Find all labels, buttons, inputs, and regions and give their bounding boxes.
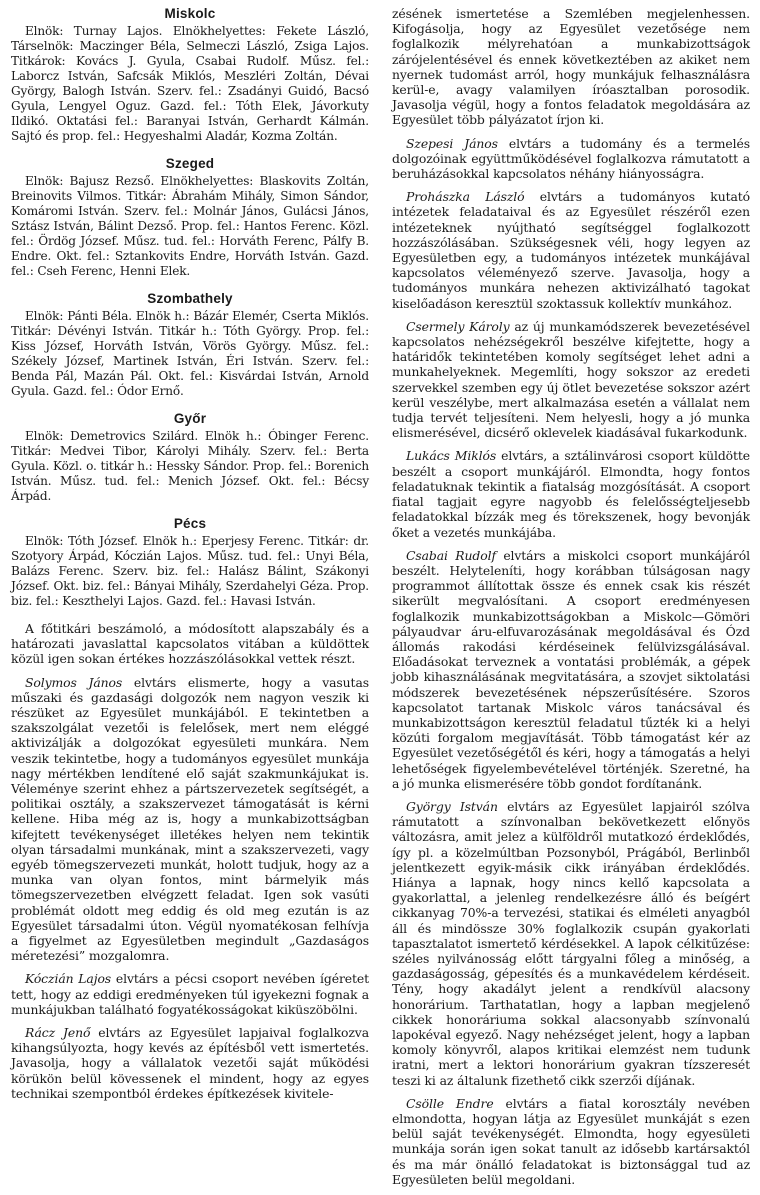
speech-text: elvtárs a tudományos kutató intézetek feladataival és az Egyesület részéről ezen intézeteknek nyújtható segítséggel foglalkozott hozzászólásában. Szükségesnek véli, hogy legyen az Egyesületben egy, a tudományos intézetek munkájával kapcsolatos véleményező szerve. Javasolja, hogy a tudományos munkára nehezen aktivizálható tagokat kiselőadáson keresztül szoktassuk kollektív munkához. — [392, 189, 750, 311]
right-column — [392, 6, 750, 1195]
section-title: Miskolc — [164, 6, 216, 21]
continuation-paragraph: zésének ismertetése a Szemlében megjelenhessen. Kifogásolja, hogy az Egyesület vezetősége nem foglalkozik mélyrehatóan a munkabizottságok zárójelentésével és ennek következtében az akiket nem nyernek tudomást arról, hogy munkájuk felhasználásra kerül-e, avagy valamilyen íróasztalban porosodik. Javasolja végül, hogy a fontos feladatok megoldására az Egyesület több pályázatot írjon ki. — [392, 6, 750, 128]
speech-paragraph — [392, 548, 750, 791]
speaker-name: Lukács Miklós — [406, 448, 497, 464]
section-title: Szombathely — [147, 291, 233, 306]
intro-paragraph: A főtitkári beszámoló, a módosított alapszabály és a határozati javaslattal kapcsolatos vitában a küldöttek közül igen sokan értékes hozzászólásokkal vettek részt. — [11, 621, 369, 667]
section-gyor — [11, 411, 369, 504]
section-title: Győr — [173, 411, 207, 426]
speech-paragraph — [11, 675, 369, 964]
speaker-name: Csermely Károly — [406, 318, 510, 334]
speech-paragraph — [392, 189, 750, 311]
speaker-name: Csölle Endre — [406, 1095, 494, 1111]
section-board-text: Elnök: Bajusz Rezső. Elnökhelyettes: Blaskovits Zoltán, Breinovits Vilmos. Titkár: Ábrahám Mihály, Simon Sándor, Komáromi István. Szerv. fel.: Molnár János, Gulácsi János, Sztász István, Bálint Dezső. Prop. fel.: Hantos Ferenc. Közl. fel.: Ördög József. Műsz. tud. fel.: Horváth Ferenc, Pálfy B. Endre. Okt. fel.: Sztankovits Endre, Horváth István. Gazd. fel.: Cseh Ferenc, Henni Elek. — [11, 174, 369, 278]
speech-text: elvtárs a tudomány és a termelés dolgozóinak együttműködésével foglalkozva rámutatott a beruházásokkal kapcsolatos néhány hiányosságra. — [392, 135, 750, 182]
section-pecs — [11, 516, 369, 609]
speaker-name: Prohászka László — [406, 189, 525, 205]
speech-text: elvtárs, a sztálinvárosi csoport küldötte beszélt a csoport munkájáról. Elmondta, hogy fontos feladatuknak tekintik a fiatalság mozgósítását. A csoport fiatal tagjait egyre nagyobb és felelősségteljesebb feladatokkal bízzák meg és törekszenek, hogy bevonják őket a vezetés munkájába. — [392, 448, 751, 540]
section-title: Szeged — [165, 156, 215, 171]
section-szombathely — [11, 291, 369, 399]
speech-paragraph — [392, 448, 750, 539]
left-column — [11, 6, 369, 1109]
speech-paragraph — [392, 136, 750, 182]
section-board-text: Elnök: Turnay Lajos. Elnökhelyettes: Fekete László, Társelnök: Maczinger Béla, Selmeczi László, Zsiga Lajos. Titkárok: Kovács J. Gyula, Csabai Rudolf. Műsz. fel.: Laborcz István, Safcsák Miklós, Meszléri Zoltán, Dévai György, Balogh István. Szerv. fel.: Zsadányi Guidó, Bacsó Gyula, Lengyel Oguz. Gazd. fel.: Tóth Elek, Jávorkuty Ildikó. Oktatási fel.: Baranyai István, Gerhardt Kálmán. Sajtó és prop. fel.: Hegyeshalmi Aladár, Kozma Zoltán. — [11, 24, 369, 143]
speech-paragraph — [392, 319, 750, 441]
speech-text: elvtárs a pécsi csoport nevében ígéretet tett, hogy az eddigi eredményeken túl igyekezni fognak a munkájukban található fogyatékosságokat kiküszöbölni. — [11, 971, 369, 1017]
section-board-text: Elnök: Tóth József. Elnök h.: Eperjesy Ferenc. Titkár: dr. Szotyory Árpád, Kóczián Lajos. Műsz. tud. fel.: Unyi Béla, Balázs Ferenc. Szerv. biz. fel.: Halász Bálint, Szákonyi József. Okt. biz. fel.: Bányai Mihály, Szerdahelyi Géza. Prop. biz. fel.: Keszthelyi Lajos. Gazd. fel.: Havasi István. — [11, 534, 369, 608]
speech-text: elvtárs az Egyesület lapjairól szólva rámutatott a színvonalban bekövetkezett előnyös változásra, amit jelez a külföldről mutatkozó érdeklődés, így pl. a közelmúltban Pozsonyból, Prágából, Berlinből jelentkezett egyik-másik cikk irányában érdeklődés. Hiánya a lapnak, hogy nincs kellő kapcsolata a gyakorlattal, a jelenleg rendelkezésre álló és beígért cikkanyag 70%-a tervezési, statikai és elméleti anyagból áll és mindössze 30% foglalkozik csupán gyakorlati tapasztalatot ismertető kérdésekkel. A lapok célkitűzése: széles nyilvánosság előtt tárgyalni főleg a minőség, a gazdaságosság, gépesítés és a munkavédelem kérdéseit. Tény, hogy akadályt jelent a rendkívül alacsony honorárium. Tarthatatlan, hogy a lapban megjelenő cikkek honoráriuma sokkal alacsonyabb színvonalú lapokéval egyező. Nagy nehézséget jelent, hogy a lapban komoly könyvről, alapos kritikai elemzést nem tudunk iratni, mert a lektori honorárium gyakran tízszeresét teszi ki az általunk fizethető cikk szerzői díjának. — [392, 798, 750, 1088]
section-board-text: Elnök: Pánti Béla. Elnök h.: Bázár Elemér, Cserta Miklós. Titkár: Dévényi István. Titkár h.: Tóth György. Prop. fel.: Kiss József, Horváth István, Vörös György. Műsz. fel.: Székely József, Martinek István, Éri István. Szerv. fel.: Benda Pál, Mazán Pál. Okt. fel.: Kisvárdai István, Arnold Gyula. Gazd. fel.: Ódor Ernő. — [11, 309, 369, 398]
speaker-name: Kóczián Lajos — [25, 971, 112, 987]
speech-text: elvtárs az Egyesület lapjaival foglalkozva kihangsúlyozta, hogy kevés az építésből vett ismertetés. Javasolja, hogy a vállalatok vezetői saját működési körükön belül kövessenek el mindent, hogy az egyes technikai szempontból érdekes építkezések kivitele- — [11, 1025, 369, 1101]
speech-text: elvtárs elismerte, hogy a vasutas műszaki és gazdasági dolgozók nem nagyon veszik ki részüket az Egyesület munkájából. E tekintetben a szakszolgálat vezetői is felelősek, mert nem eléggé aktivizálják a dolgozókat egyesületi munkára. Nem veszik tekintetbe, hogy a tudományos egyesület munkája nagy mértékben lendítené elő saját szakmunkájukat is. Véleménye szerint ehhez a pártszervezetek segítségét, a politikai osztály, a szakszervezet támogatását is kérni kellene. Hiba még az is, hogy a munkabizottságban kifejtett tevékenységet illetékes helyen nem tekintik olyan társadalmi munkának, mint a szakszervezeti, vagy egyéb tömegszervezeti munkát, holott tudjuk, hogy az a munka van olyan fontos, mint bármelyik más tömegszervezetben elvégzett feladat. Igen sok vasúti problémát oldott meg eddig és old meg ezután is az Egyesület társadalmi úton. Végül nyomatékosan felhívja a figyelmet az Egyesületben megindult „Gazdaságos méretezési” mozgalomra. — [11, 674, 369, 964]
speech-paragraph — [11, 1025, 369, 1101]
speech-paragraph — [392, 799, 750, 1088]
section-miskolc — [11, 6, 369, 144]
section-szeged — [11, 156, 369, 279]
speech-paragraph — [392, 1096, 750, 1187]
speaker-name: Solymos János — [25, 674, 123, 690]
speech-text: az új munkamódszerek bevezetésével kapcsolatos nehézségekről beszélve kifejtette, hogy a határidők tekintetében komoly segítséget lehet adni a munkahelyeknek. Megemlíti, hogy sokszor az eredeti szervekkel szemben egy új ötlet bevezetése sokszor azért kerül veszélybe, mert alkalmazása esetén a vállalat nem tudja tervét teljesíteni. Nem helyesli, hogy a jó munka elismerésével, dicsérő oklevelek kiadásával fukarkodunk. — [392, 318, 750, 441]
speech-paragraph — [11, 971, 369, 1017]
speech-text: elvtárs a fiatal korosztály nevében elmondotta, hogyan látja az Egyesület munkáját s ezen belül saját tevékenységét. Elmondta, hogy egyesületi munkája során igen sokat tanult az idősebb kartársaktól és ma már önálló feladatokat is biztonsággal tud az Egyesületen belül megoldani. — [392, 1095, 750, 1187]
section-board-text: Elnök: Demetrovics Szilárd. Elnök h.: Óbinger Ferenc. Titkár: Medvei Tibor, Károlyi Mihály. Szerv. fel.: Berta Gyula. Közl. o. titkár h.: Hessky Sándor. Prop. fel.: Borenich István. Műsz. tud. fel.: Menich József. Okt. fel.: Bécsy Árpád. — [11, 429, 369, 503]
section-title: Pécs — [173, 516, 207, 531]
speaker-name: Szepesi János — [406, 135, 498, 151]
speaker-name: Rácz Jenő — [25, 1025, 91, 1041]
speaker-name: György István — [406, 798, 498, 814]
speaker-name: Csabai Rudolf — [406, 547, 496, 563]
speech-text: elvtárs a miskolci csoport munkájáról beszélt. Helyteleníti, hogy korábban túlságosan nagy programmot állítottak össze és ennek csak kis részét sikerült megvalósítani. A csoport eredményesen foglalkozik munkabizottságokban a Miskolc—Gömöri pályaudvar áru-elfuvarozásának megoldásával és Ózd állomás rakodási kérdéseinek felülvizsgálásával. Előadásokat terveznek a vontatási problémák, a gépek jobb kihasználásának megvitatására, a szovjet siktolatási módszerek bevezetésének népszerűsítésére. Szoros kapcsolatot tartanak Miskolc város tanácsával és munkabizottságon keresztül feladatul tűzték ki a helyi közúti forgalom megjavítását. Több támogatást kér az Egyesület vezetőségétől és kéri, hogy a támogatás a helyi lehetőségek figyelembevételével történjék. Szeretné, ha a jó munka elismerésére több gondot fordítanánk. — [392, 547, 750, 791]
